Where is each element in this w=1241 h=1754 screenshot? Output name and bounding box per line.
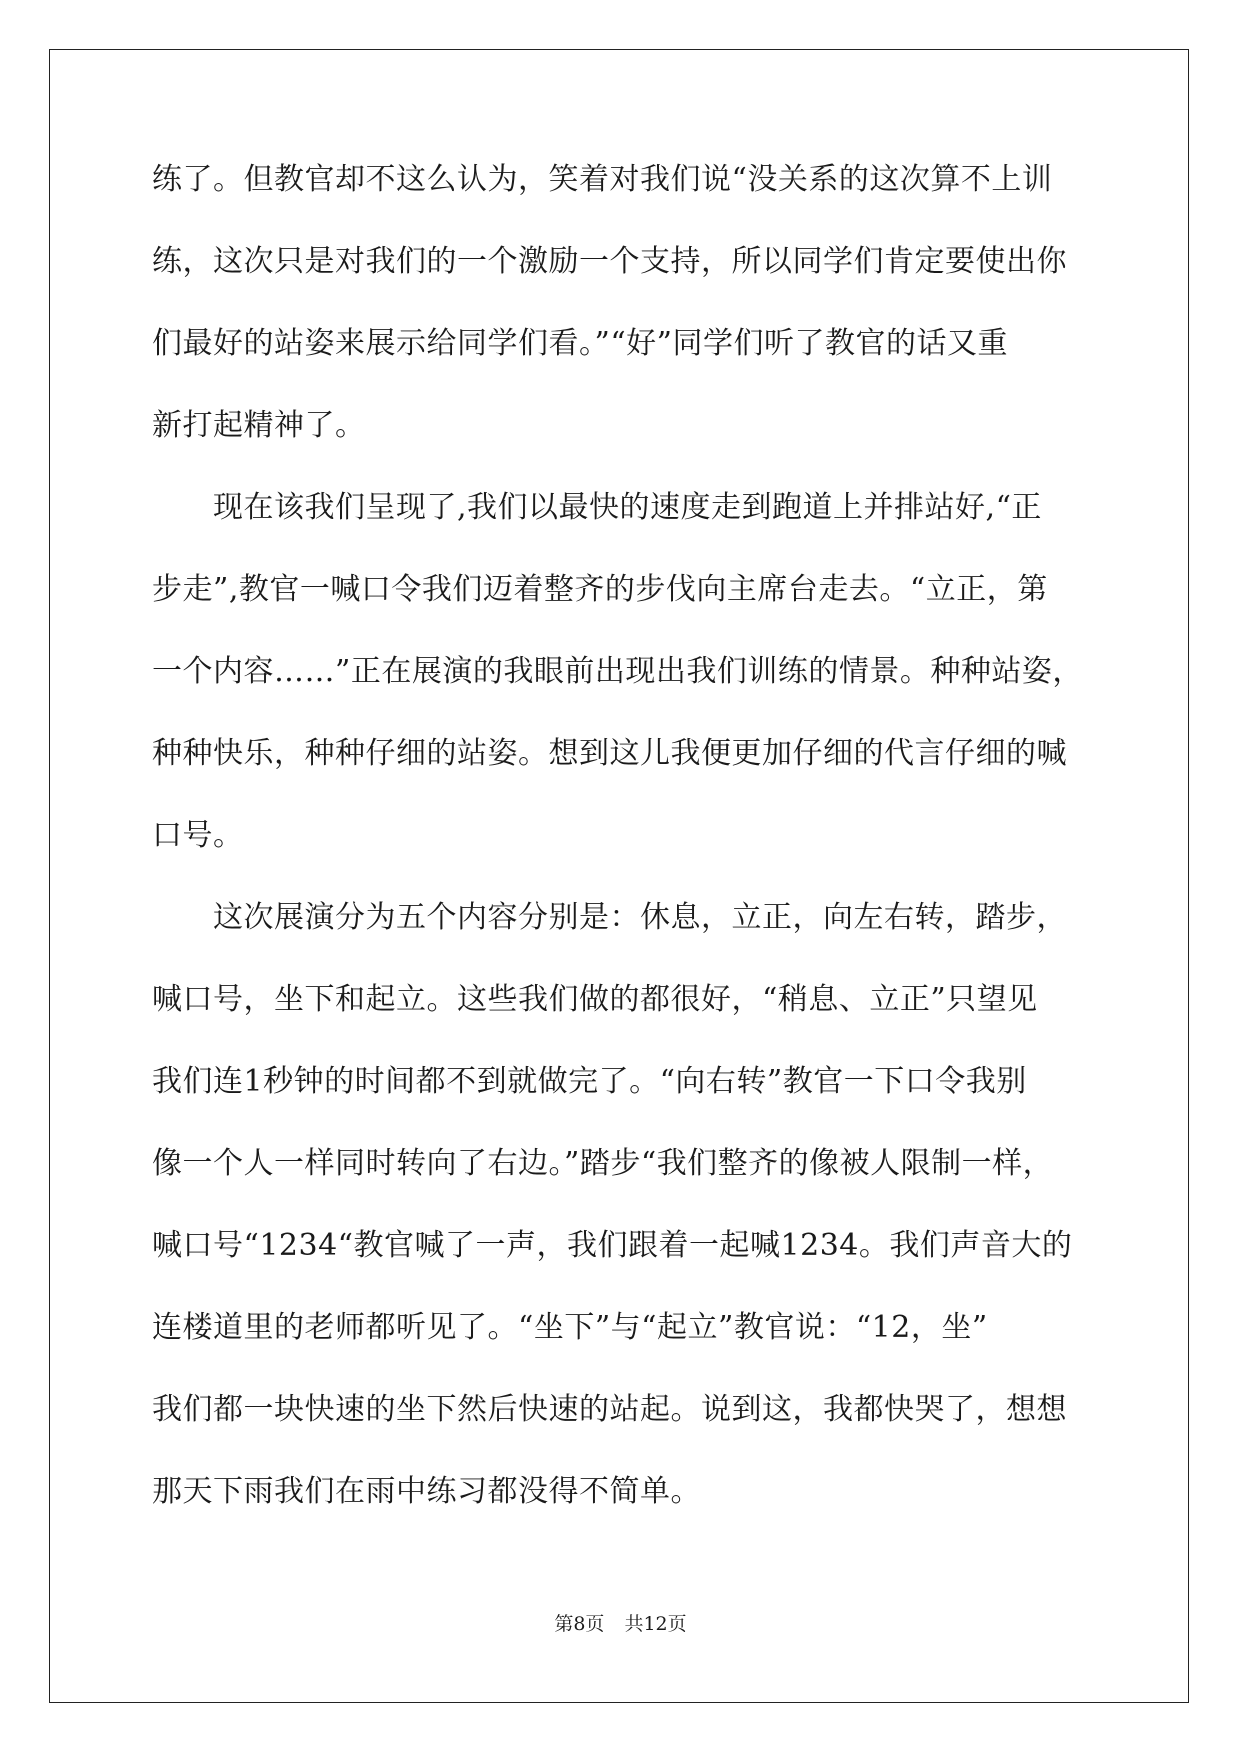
text-line: 新打起精神了。	[152, 408, 366, 443]
text-line: 像一个人一样同时转向了右边。”踏步“我们整齐的像被人限制一样，	[152, 1146, 1054, 1181]
text-line: 喊口号“1234“教官喊了一声，我们跟着一起喊1234。我们声音大的	[152, 1228, 1073, 1263]
text-line: 我们连1秒钟的时间都不到就做完了。“向右转”教官一下口令我别	[152, 1064, 1027, 1099]
text-line: 练了。但教官却不这么认为，笑着对我们说“没关系的这次算不上训	[152, 162, 1053, 197]
page-total: 共12页	[624, 1613, 687, 1635]
text-line: 我们都一块快速的坐下然后快速的站起。说到这，我都快哭了，想想	[152, 1392, 1067, 1427]
text-line: 口号。	[152, 818, 244, 853]
text-line: 一个内容……”正在展演的我眼前出现出我们训练的情景。种种站姿，	[152, 654, 1083, 689]
page-number: 第8页	[554, 1613, 605, 1635]
text-line: 们最好的站姿来展示给同学们看。”“好”同学们听了教官的话又重	[152, 326, 1009, 361]
text-line: 那天下雨我们在雨中练习都没得不简单。	[152, 1474, 701, 1509]
text-line: 练，这次只是对我们的一个激励一个支持，所以同学们肯定要使出你	[152, 244, 1067, 279]
text-line: 连楼道里的老师都听见了。“坐下”与“起立”教官说：“12，坐”	[152, 1310, 988, 1345]
page-border	[49, 49, 1189, 1703]
text-line: 步走”,教官一喊口令我们迈着整齐的步伐向主席台走去。“立正，第	[152, 572, 1048, 607]
page-footer	[0, 1612, 1241, 1636]
text-line: 种种快乐，种种仔细的站姿。想到这儿我便更加仔细的代言仔细的喊	[152, 736, 1067, 771]
text-line: 喊口号，坐下和起立。这些我们做的都很好，“稍息、立正”只望见	[152, 982, 1038, 1017]
text-line: 现在该我们呈现了,我们以最快的速度走到跑道上并排站好,“正	[152, 490, 1042, 525]
text-line: 这次展演分为五个内容分别是：休息，立正，向左右转，踏步，	[152, 900, 1067, 935]
